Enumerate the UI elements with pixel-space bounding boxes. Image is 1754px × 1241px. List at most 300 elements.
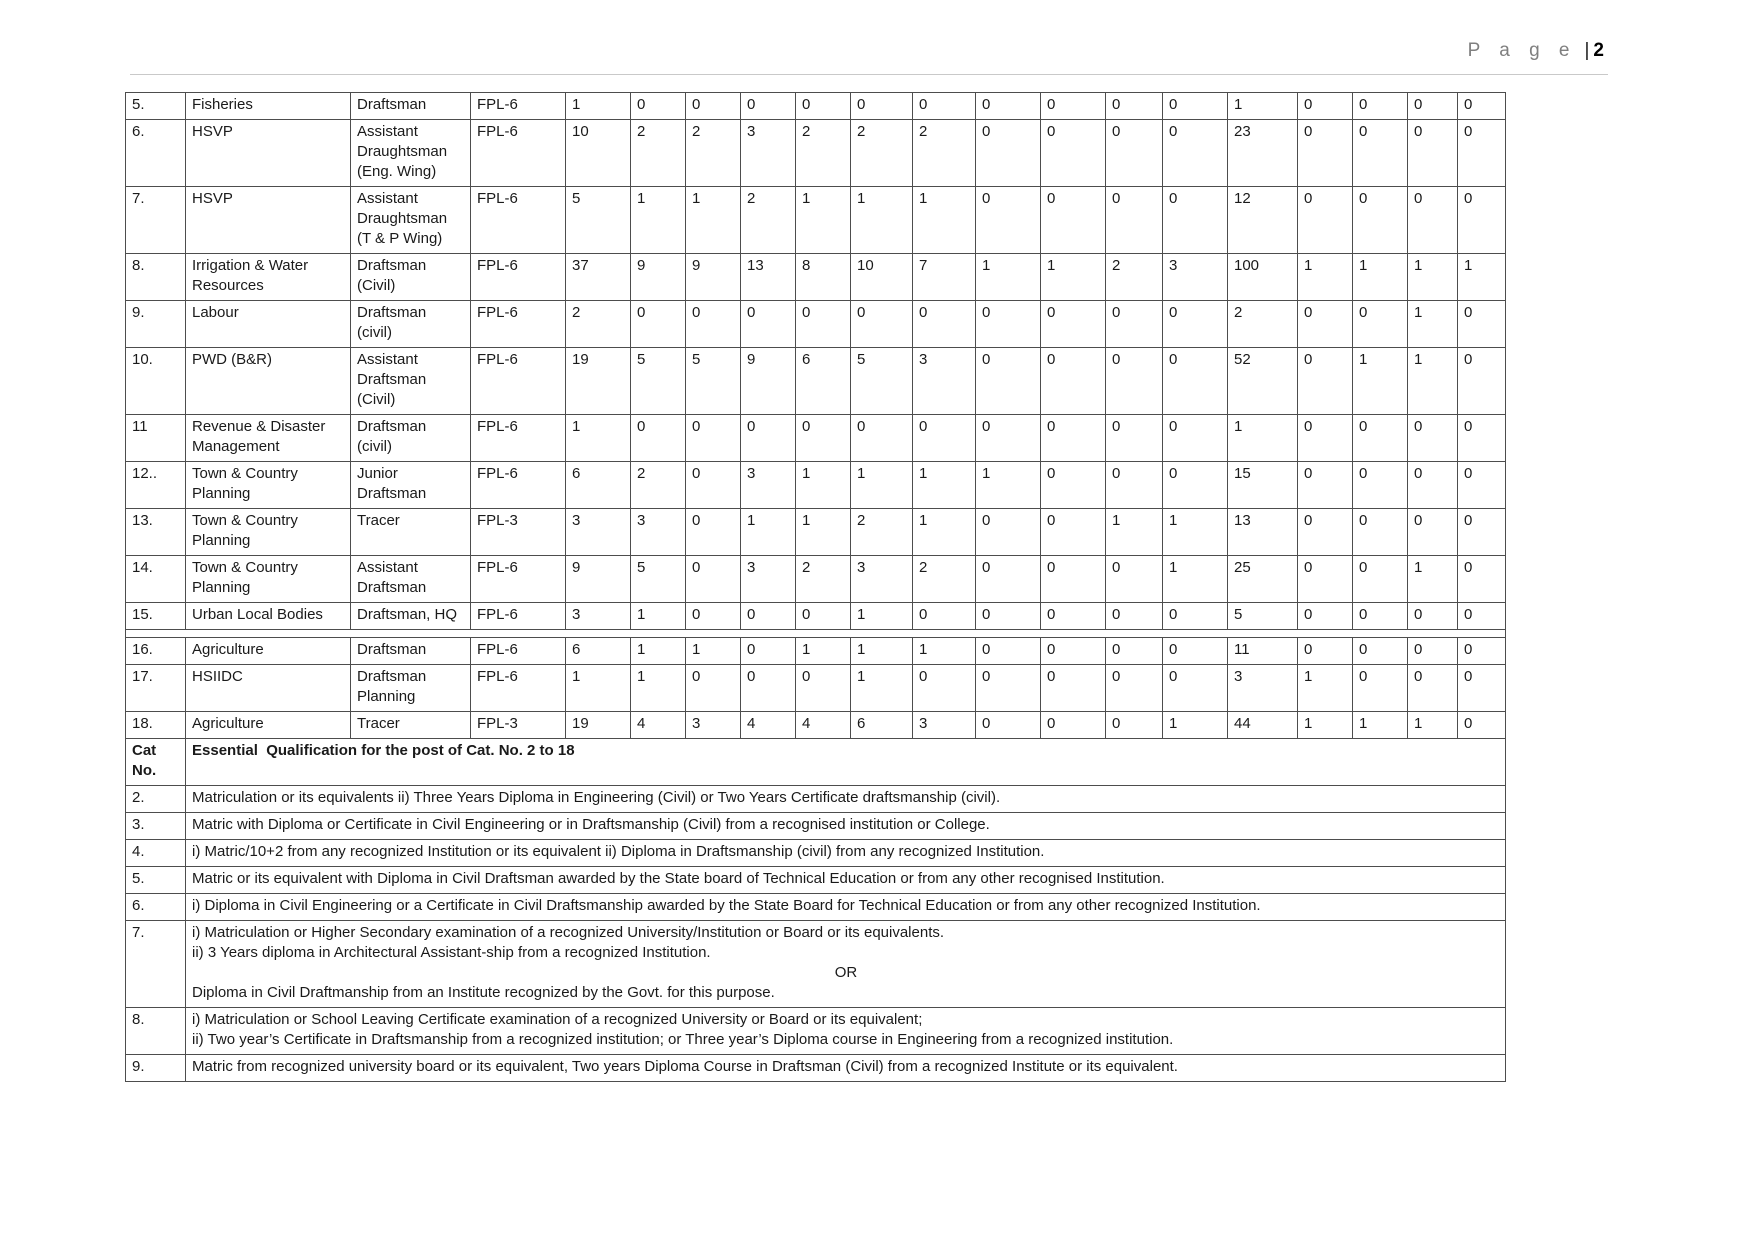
value-cell: 0	[1041, 509, 1106, 556]
value-cell: 1	[851, 638, 913, 665]
value-cell: 1	[1298, 712, 1353, 739]
value-cell: 0	[1298, 638, 1353, 665]
value-cell: 0	[913, 665, 976, 712]
value-cell: 5	[631, 348, 686, 415]
value-cell: 0	[796, 415, 851, 462]
value-cell: 0	[1458, 665, 1506, 712]
department-cell: Town & Country Planning	[186, 462, 351, 509]
qualification-cat-cell: 3.	[126, 813, 186, 840]
vacancy-row	[126, 665, 1506, 712]
qualification-row	[126, 1055, 1506, 1082]
value-cell: 0	[1163, 93, 1228, 120]
value-cell: 0	[1106, 120, 1163, 187]
level-cell: FPL-6	[471, 462, 566, 509]
value-cell: 1	[1228, 93, 1298, 120]
value-cell: 0	[1041, 712, 1106, 739]
level-cell: FPL-6	[471, 665, 566, 712]
post-cell: Draftsman, HQ	[351, 603, 471, 630]
value-cell: 1	[566, 665, 631, 712]
value-cell: 0	[1041, 462, 1106, 509]
value-cell: 0	[1041, 603, 1106, 630]
value-cell: 1	[851, 603, 913, 630]
header-rule	[130, 74, 1608, 75]
value-cell: 3	[741, 556, 796, 603]
value-cell: 3	[566, 509, 631, 556]
value-cell: 0	[1353, 665, 1408, 712]
value-cell: 52	[1228, 348, 1298, 415]
value-cell: 0	[1163, 415, 1228, 462]
value-cell: 5	[631, 556, 686, 603]
department-cell: PWD (B&R)	[186, 348, 351, 415]
qualification-text-cell	[186, 813, 1506, 840]
qualification-line: Matric or its equivalent with Diploma in Civil Draftsman awarded by the State board of Technical Education or from any other recognised Institution.	[192, 870, 1165, 887]
value-cell: 3	[741, 462, 796, 509]
value-cell: 0	[686, 462, 741, 509]
value-cell: 0	[1106, 712, 1163, 739]
post-cell: Draftsman	[351, 638, 471, 665]
value-cell: 0	[851, 301, 913, 348]
sr-cell: 13.	[126, 509, 186, 556]
sr-cell: 7.	[126, 187, 186, 254]
value-cell: 2	[851, 509, 913, 556]
value-cell: 0	[1041, 556, 1106, 603]
value-cell: 0	[1163, 348, 1228, 415]
value-cell: 1	[1408, 348, 1458, 415]
value-cell: 2	[913, 120, 976, 187]
post-cell: Tracer	[351, 509, 471, 556]
value-cell: 1	[631, 638, 686, 665]
value-cell: 0	[1106, 556, 1163, 603]
value-cell: 2	[631, 120, 686, 187]
value-cell: 0	[1106, 665, 1163, 712]
qualification-cat-cell: 5.	[126, 867, 186, 894]
page-label: P a g e	[1467, 40, 1577, 61]
level-cell: FPL-6	[471, 348, 566, 415]
value-cell: 1	[1041, 254, 1106, 301]
value-cell: 0	[1041, 93, 1106, 120]
value-cell: 2	[1106, 254, 1163, 301]
value-cell: 3	[631, 509, 686, 556]
vacancy-row	[126, 301, 1506, 348]
sr-cell: 11	[126, 415, 186, 462]
value-cell: 1	[686, 187, 741, 254]
sr-cell: 5.	[126, 93, 186, 120]
value-cell: 1	[631, 665, 686, 712]
qualification-line: i) Matriculation or Higher Secondary examination of a recognized University/Institution or Board or its equivalents.	[192, 924, 945, 941]
value-cell: 2	[686, 120, 741, 187]
value-cell: 1	[1408, 301, 1458, 348]
value-cell: 0	[1298, 509, 1353, 556]
value-cell: 0	[1408, 462, 1458, 509]
qualification-row	[126, 786, 1506, 813]
value-cell: 0	[1163, 665, 1228, 712]
qualification-line: i) Matric/10+2 from any recognized Institution or its equivalent ii) Diploma in Draftsmanship (civil) from any recognized Institution.	[192, 843, 1045, 860]
qualification-line: i) Diploma in Civil Engineering or a Certificate in Civil Draftsmanship awarded by the State Board for Technical Education or from any other recognized Institution.	[192, 897, 1261, 914]
value-cell: 12	[1228, 187, 1298, 254]
value-cell: 1	[631, 187, 686, 254]
value-cell: 0	[1353, 93, 1408, 120]
qualification-row	[126, 840, 1506, 867]
qualification-text-cell	[186, 894, 1506, 921]
qualification-line: Matriculation or its equivalents ii) Three Years Diploma in Engineering (Civil) or Two Years Certificate draftsmanship (civil).	[192, 789, 1001, 806]
cat-no-header-line: No.	[132, 762, 157, 779]
qualification-line: ii) 3 Years diploma in Architectural Assistant-ship from a recognized Institution.	[192, 944, 711, 961]
qualification-text-cell	[186, 1055, 1506, 1082]
sr-cell: 17.	[126, 665, 186, 712]
value-cell: 1	[1458, 254, 1506, 301]
value-cell: 1	[1163, 712, 1228, 739]
post-cell: Assistant Draughtsman (Eng. Wing)	[351, 120, 471, 187]
level-cell: FPL-3	[471, 509, 566, 556]
value-cell: 0	[976, 187, 1041, 254]
value-cell: 0	[1041, 665, 1106, 712]
value-cell: 0	[913, 93, 976, 120]
qualification-line: i) Matriculation or School Leaving Certificate examination of a recognized University or Board or its equivalent;	[192, 1011, 923, 1028]
post-cell: Assistant Draftsman	[351, 556, 471, 603]
department-cell: HSVP	[186, 187, 351, 254]
value-cell: 1	[913, 509, 976, 556]
value-cell: 1	[913, 187, 976, 254]
value-cell: 0	[1408, 603, 1458, 630]
value-cell: 0	[1106, 93, 1163, 120]
value-cell: 2	[741, 187, 796, 254]
value-cell: 5	[1228, 603, 1298, 630]
value-cell: 4	[631, 712, 686, 739]
value-cell: 37	[566, 254, 631, 301]
value-cell: 5	[686, 348, 741, 415]
qualification-text-cell	[186, 1008, 1506, 1055]
value-cell: 9	[741, 348, 796, 415]
value-cell: 2	[913, 556, 976, 603]
department-cell: Fisheries	[186, 93, 351, 120]
value-cell: 0	[1458, 93, 1506, 120]
value-cell: 9	[566, 556, 631, 603]
value-cell: 0	[741, 93, 796, 120]
value-cell: 5	[851, 348, 913, 415]
value-cell: 0	[913, 301, 976, 348]
value-cell: 0	[1298, 187, 1353, 254]
value-cell: 0	[1298, 120, 1353, 187]
value-cell: 13	[741, 254, 796, 301]
department-cell: Town & Country Planning	[186, 556, 351, 603]
value-cell: 1	[566, 93, 631, 120]
value-cell: 0	[976, 638, 1041, 665]
value-cell: 1	[851, 187, 913, 254]
value-cell: 0	[1106, 348, 1163, 415]
vacancy-row	[126, 638, 1506, 665]
value-cell: 3	[913, 712, 976, 739]
cat-no-header-cell	[126, 739, 186, 786]
qualification-text-cell	[186, 840, 1506, 867]
value-cell: 10	[851, 254, 913, 301]
value-cell: 9	[631, 254, 686, 301]
qualification-line: ii) Two year’s Certificate in Draftsmanship from a recognized institution; or Three year’s Diploma course in Engineering from a recognized institution.	[192, 1031, 1174, 1048]
qualification-text-cell	[186, 867, 1506, 894]
value-cell: 3	[1228, 665, 1298, 712]
vacancy-row	[126, 415, 1506, 462]
value-cell: 4	[796, 712, 851, 739]
value-cell: 0	[1106, 603, 1163, 630]
value-cell: 0	[1041, 348, 1106, 415]
value-cell: 1	[1408, 556, 1458, 603]
sr-cell: 18.	[126, 712, 186, 739]
qualification-text-cell	[186, 921, 1506, 1008]
value-cell: 19	[566, 348, 631, 415]
value-cell: 9	[686, 254, 741, 301]
value-cell: 0	[796, 665, 851, 712]
qualification-cat-cell: 8.	[126, 1008, 186, 1055]
value-cell: 0	[976, 603, 1041, 630]
value-cell: 0	[686, 415, 741, 462]
qualification-cat-cell: 4.	[126, 840, 186, 867]
value-cell: 0	[1163, 638, 1228, 665]
value-cell: 15	[1228, 462, 1298, 509]
value-cell: 0	[1458, 348, 1506, 415]
value-cell: 3	[686, 712, 741, 739]
value-cell: 0	[1408, 93, 1458, 120]
value-cell: 0	[1106, 187, 1163, 254]
qualification-row	[126, 867, 1506, 894]
value-cell: 3	[741, 120, 796, 187]
value-cell: 2	[1228, 301, 1298, 348]
value-cell: 0	[1353, 415, 1408, 462]
value-cell: 0	[1353, 462, 1408, 509]
value-cell: 0	[1353, 301, 1408, 348]
department-cell: HSVP	[186, 120, 351, 187]
value-cell: 2	[796, 556, 851, 603]
value-cell: 100	[1228, 254, 1298, 301]
value-cell: 23	[1228, 120, 1298, 187]
post-cell: Draftsman Planning	[351, 665, 471, 712]
value-cell: 1	[1298, 254, 1353, 301]
qualification-title-cell: Essential Qualification for the post of Cat. No. 2 to 18	[186, 739, 1506, 786]
level-cell: FPL-6	[471, 254, 566, 301]
value-cell: 19	[566, 712, 631, 739]
value-cell: 0	[1458, 638, 1506, 665]
value-cell: 0	[1041, 120, 1106, 187]
department-cell: HSIIDC	[186, 665, 351, 712]
value-cell: 0	[1408, 415, 1458, 462]
level-cell: FPL-6	[471, 301, 566, 348]
qualification-row	[126, 1008, 1506, 1055]
value-cell: 0	[1106, 462, 1163, 509]
level-cell: FPL-6	[471, 415, 566, 462]
vacancy-table	[125, 92, 1506, 1082]
sr-cell: 9.	[126, 301, 186, 348]
vacancy-row	[126, 120, 1506, 187]
value-cell: 6	[566, 462, 631, 509]
post-cell: Draftsman (civil)	[351, 301, 471, 348]
value-cell: 0	[976, 120, 1041, 187]
vacancy-row	[126, 187, 1506, 254]
post-cell: Draftsman	[351, 93, 471, 120]
value-cell: 0	[976, 348, 1041, 415]
value-cell: 1	[1408, 254, 1458, 301]
value-cell: 3	[913, 348, 976, 415]
value-cell: 1	[1163, 509, 1228, 556]
value-cell: 5	[566, 187, 631, 254]
value-cell: 8	[796, 254, 851, 301]
value-cell: 11	[1228, 638, 1298, 665]
value-cell: 0	[1106, 638, 1163, 665]
value-cell: 0	[1458, 462, 1506, 509]
value-cell: 3	[851, 556, 913, 603]
value-cell: 0	[1163, 120, 1228, 187]
sr-cell: 14.	[126, 556, 186, 603]
value-cell: 0	[631, 415, 686, 462]
qualification-row	[126, 813, 1506, 840]
value-cell: 0	[1298, 556, 1353, 603]
post-cell: Tracer	[351, 712, 471, 739]
level-cell: FPL-6	[471, 120, 566, 187]
value-cell: 0	[1408, 187, 1458, 254]
value-cell: 0	[976, 556, 1041, 603]
value-cell: 6	[566, 638, 631, 665]
value-cell: 0	[686, 665, 741, 712]
value-cell: 1	[976, 462, 1041, 509]
table-split-gap-cell	[126, 630, 1506, 638]
post-cell: Junior Draftsman	[351, 462, 471, 509]
value-cell: 25	[1228, 556, 1298, 603]
value-cell: 0	[1298, 415, 1353, 462]
qualification-line: Diploma in Civil Draftmanship from an Institute recognized by the Govt. for this purpose.	[192, 984, 775, 1001]
level-cell: FPL-6	[471, 556, 566, 603]
value-cell: 1	[913, 462, 976, 509]
value-cell: 1	[1163, 556, 1228, 603]
value-cell: 1	[1353, 712, 1408, 739]
vacancy-row	[126, 462, 1506, 509]
post-cell: Draftsman (Civil)	[351, 254, 471, 301]
value-cell: 1	[1408, 712, 1458, 739]
qualification-text-cell	[186, 786, 1506, 813]
value-cell: 0	[1298, 348, 1353, 415]
value-cell: 0	[1106, 415, 1163, 462]
value-cell: 1	[741, 509, 796, 556]
value-cell: 0	[1353, 187, 1408, 254]
level-cell: FPL-6	[471, 638, 566, 665]
value-cell: 6	[851, 712, 913, 739]
value-cell: 0	[686, 301, 741, 348]
qualification-cat-cell: 6.	[126, 894, 186, 921]
vacancy-row	[126, 93, 1506, 120]
value-cell: 0	[1408, 120, 1458, 187]
post-cell: Assistant Draughtsman (T & P Wing)	[351, 187, 471, 254]
qualification-line: Matric with Diploma or Certificate in Civil Engineering or in Draftsmanship (Civil) from a recognised institution or College.	[192, 816, 990, 833]
value-cell: 0	[796, 93, 851, 120]
level-cell: FPL-6	[471, 603, 566, 630]
department-cell: Urban Local Bodies	[186, 603, 351, 630]
value-cell: 0	[741, 415, 796, 462]
value-cell: 1	[851, 665, 913, 712]
value-cell: 0	[1298, 301, 1353, 348]
value-cell: 0	[1353, 603, 1408, 630]
value-cell: 0	[1163, 462, 1228, 509]
value-cell: 0	[851, 415, 913, 462]
value-cell: 0	[1041, 415, 1106, 462]
value-cell: 0	[1458, 556, 1506, 603]
value-cell: 1	[566, 415, 631, 462]
department-cell: Agriculture	[186, 712, 351, 739]
value-cell: 0	[913, 603, 976, 630]
value-cell: 0	[976, 301, 1041, 348]
value-cell: 1	[796, 187, 851, 254]
value-cell: 4	[741, 712, 796, 739]
value-cell: 6	[796, 348, 851, 415]
sr-cell: 12..	[126, 462, 186, 509]
table-split-gap	[126, 630, 1506, 638]
value-cell: 0	[741, 638, 796, 665]
value-cell: 1	[686, 638, 741, 665]
value-cell: 10	[566, 120, 631, 187]
value-cell: 0	[1163, 187, 1228, 254]
qualification-header-row	[126, 739, 1506, 786]
value-cell: 0	[686, 93, 741, 120]
value-cell: 0	[631, 93, 686, 120]
value-cell: 2	[851, 120, 913, 187]
post-cell: Draftsman (civil)	[351, 415, 471, 462]
value-cell: 1	[1353, 348, 1408, 415]
value-cell: 0	[686, 603, 741, 630]
page-header	[1468, 40, 1604, 62]
value-cell: 0	[1408, 665, 1458, 712]
value-cell: 0	[976, 712, 1041, 739]
value-cell: 0	[1041, 638, 1106, 665]
value-cell: 0	[1458, 301, 1506, 348]
vacancy-row	[126, 254, 1506, 301]
vacancy-row	[126, 712, 1506, 739]
value-cell: 0	[1458, 603, 1506, 630]
value-cell: 0	[1458, 187, 1506, 254]
value-cell: 0	[1041, 187, 1106, 254]
value-cell: 3	[1163, 254, 1228, 301]
value-cell: 13	[1228, 509, 1298, 556]
qualification-line: OR	[834, 964, 858, 981]
value-cell: 0	[1458, 415, 1506, 462]
value-cell: 0	[1353, 638, 1408, 665]
value-cell: 0	[1408, 638, 1458, 665]
value-cell: 2	[796, 120, 851, 187]
level-cell: FPL-6	[471, 187, 566, 254]
cat-no-header-line: Cat	[132, 742, 157, 759]
value-cell: 1	[796, 509, 851, 556]
value-cell: 1	[976, 254, 1041, 301]
value-cell: 0	[741, 603, 796, 630]
value-cell: 0	[1163, 603, 1228, 630]
department-cell: Town & Country Planning	[186, 509, 351, 556]
sr-cell: 16.	[126, 638, 186, 665]
sr-cell: 6.	[126, 120, 186, 187]
value-cell: 2	[631, 462, 686, 509]
value-cell: 0	[1298, 462, 1353, 509]
sr-cell: 10.	[126, 348, 186, 415]
value-cell: 1	[913, 638, 976, 665]
value-cell: 0	[976, 93, 1041, 120]
value-cell: 1	[1353, 254, 1408, 301]
value-cell: 0	[686, 556, 741, 603]
value-cell: 0	[1353, 556, 1408, 603]
level-cell: FPL-3	[471, 712, 566, 739]
value-cell: 2	[566, 301, 631, 348]
value-cell: 0	[851, 93, 913, 120]
value-cell: 0	[1353, 509, 1408, 556]
value-cell: 0	[976, 415, 1041, 462]
value-cell: 0	[976, 509, 1041, 556]
value-cell: 0	[631, 301, 686, 348]
value-cell: 1	[1298, 665, 1353, 712]
vacancy-row	[126, 556, 1506, 603]
value-cell: 7	[913, 254, 976, 301]
department-cell: Irrigation & Water Resources	[186, 254, 351, 301]
